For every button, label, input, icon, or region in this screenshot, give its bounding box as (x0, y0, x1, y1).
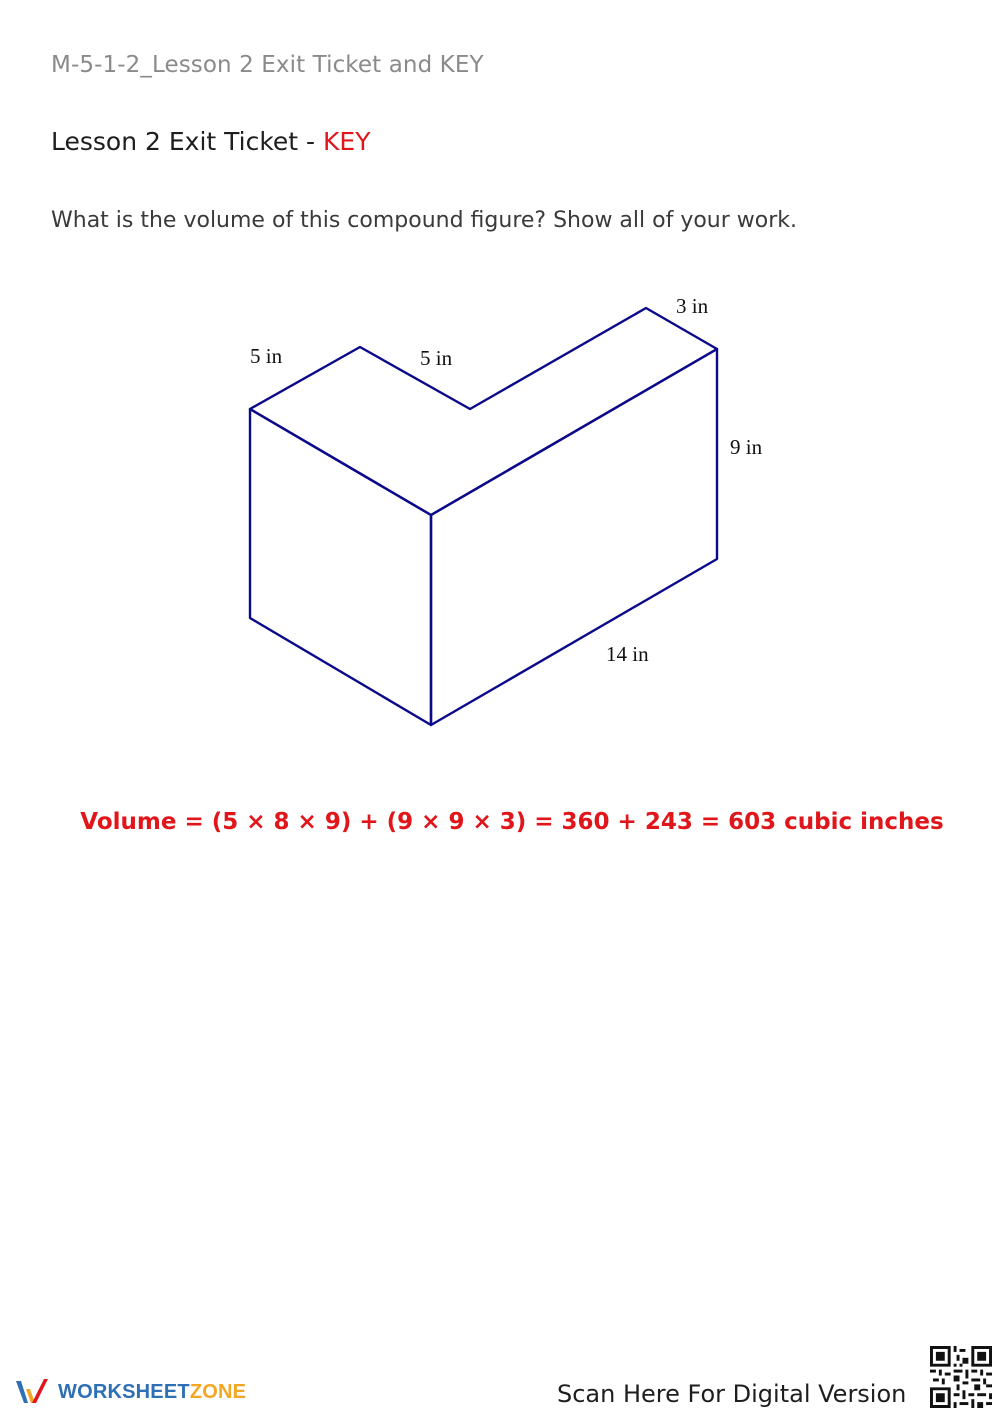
worksheetzone-logo-icon (14, 1377, 52, 1407)
brand-name: WORKSHEETZONE (58, 1380, 247, 1403)
title-text: Lesson 2 Exit Ticket - (51, 127, 324, 156)
answer-text: Volume = (5 × 8 × 9) + (9 × 9 × 3) = 360 + 243 = 603 cubic inches (80, 809, 944, 835)
key-label: KEY (323, 127, 371, 156)
label-inner: 5 in (420, 346, 453, 370)
left-face (250, 409, 431, 725)
document-id: M-5-1-2_Lesson 2 Exit Ticket and KEY (51, 52, 484, 78)
question-text: What is the volume of this compound figure? Show all of your work. (51, 208, 798, 233)
label-left-top: 5 in (250, 344, 283, 368)
qr-code-icon[interactable] (930, 1346, 992, 1408)
label-length: 14 in (606, 642, 649, 666)
brand-logo (14, 1374, 246, 1410)
label-back: 3 in (676, 294, 709, 318)
label-height: 9 in (730, 435, 763, 459)
scan-instruction: Scan Here For Digital Version (557, 1380, 907, 1408)
